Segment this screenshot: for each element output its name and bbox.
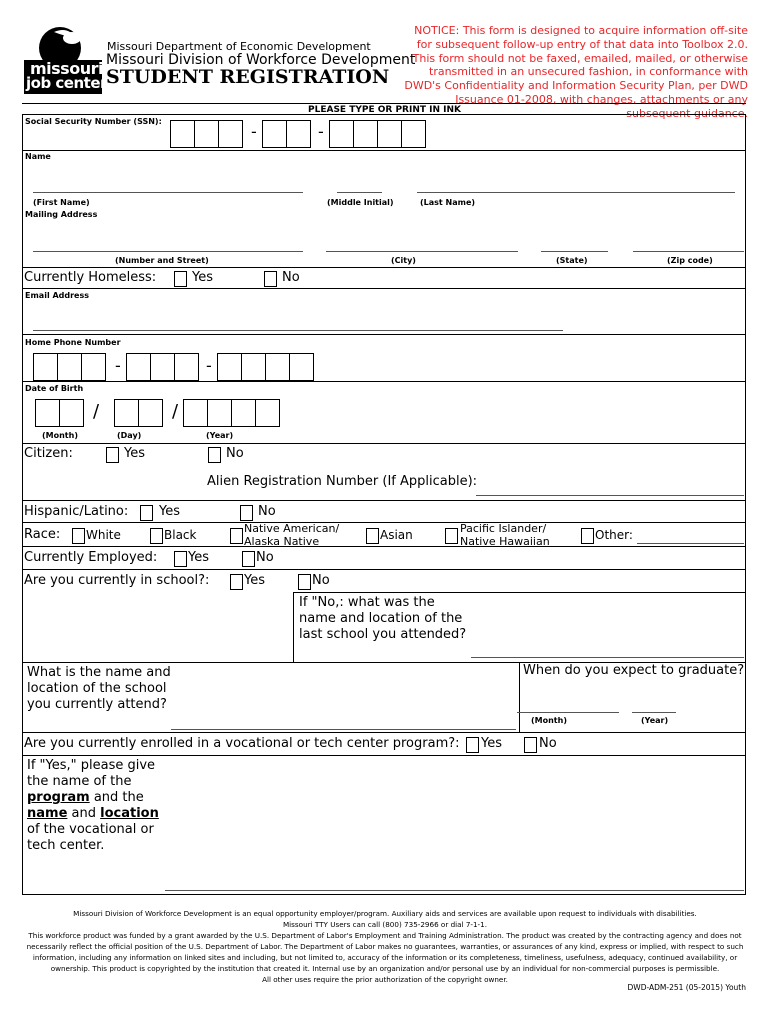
- middle-initial-field[interactable]: [337, 192, 382, 193]
- first-name-caption: (First Name): [33, 198, 90, 207]
- zip-caption: (Zip code): [667, 256, 713, 265]
- in-school-yes-checkbox[interactable]: [230, 574, 243, 590]
- program-line1: If "Yes," please give: [27, 758, 156, 773]
- email-field[interactable]: [33, 330, 563, 331]
- program-line4: [27, 806, 159, 821]
- dob-slash-1: /: [93, 401, 100, 422]
- street-field[interactable]: [33, 251, 303, 252]
- phone-digit-9[interactable]: [265, 353, 290, 381]
- ssn-digit-3[interactable]: [218, 120, 243, 148]
- ssn-label: Social Security Number (SSN):: [25, 117, 162, 126]
- city-caption: (City): [391, 256, 416, 265]
- hispanic-yes-label: Yes: [159, 504, 180, 519]
- last-school-line1: If "No,: what was the: [299, 595, 435, 610]
- citizen-no-label: No: [226, 446, 244, 461]
- race-other-field[interactable]: [637, 543, 744, 544]
- ssn-digit-6[interactable]: [329, 120, 354, 148]
- logo-text-missouri: missouri: [30, 59, 103, 78]
- divider-phone: [22, 381, 746, 382]
- divider-vocational: [22, 755, 746, 756]
- divider-in-school: [293, 592, 746, 593]
- race-native-american-label-1: Native American/: [244, 522, 340, 535]
- dob-slash-2: /: [172, 401, 179, 422]
- phone-digit-5[interactable]: [150, 353, 175, 381]
- phone-digit-1[interactable]: [33, 353, 58, 381]
- program-and2: and: [67, 806, 101, 821]
- footer-line1: Missouri Division of Workforce Development is an equal opportunity employer/program. Auxiliary aids and services are available upon request to individuals with disabilities.: [73, 909, 697, 918]
- form-id: DWD-ADM-251 (05-2015) Youth: [627, 983, 746, 992]
- vocational-yes-checkbox[interactable]: [466, 737, 479, 753]
- last-name-field[interactable]: [417, 192, 735, 193]
- divider-race: [22, 546, 746, 547]
- phone-digit-7[interactable]: [217, 353, 242, 381]
- race-black-label: Black: [164, 528, 197, 542]
- divider-current-school: [22, 732, 746, 733]
- program-line3: [27, 790, 144, 805]
- divider-address: [22, 267, 746, 268]
- footer-line4: necessarily reflect the official position of the U.S. Department of Labor. The Department of Labor makes no guarantees, warranties, or assurances of any kind, express or implied, with respect to such: [26, 942, 744, 951]
- footer: [0, 908, 770, 985]
- citizen-yes-checkbox[interactable]: [106, 447, 119, 463]
- graduate-month-field[interactable]: [517, 712, 619, 713]
- race-label: Race:: [24, 527, 61, 542]
- footer-line3: This workforce product was funded by a grant awarded by the U.S. Department of Labor's Employment and Training Administration. The product was created by the contracting agency and does not: [28, 931, 742, 940]
- logo-text-job-center: job center: [26, 74, 107, 92]
- ssn-digit-2[interactable]: [194, 120, 219, 148]
- footer-line5: information, including any information on linked sites and including, but not limited to, accuracy of the information or its completeness, timeliness, usefulness, adequacy, continued availability, or: [32, 953, 738, 962]
- divider-homeless: [22, 288, 746, 289]
- homeless-yes-checkbox[interactable]: [174, 271, 187, 287]
- instruction-text: PLEASE TYPE OR PRINT IN INK: [308, 105, 462, 115]
- department-name: Missouri Department of Economic Development: [107, 40, 371, 53]
- citizen-yes-label: Yes: [124, 446, 145, 461]
- graduate-label: When do you expect to graduate?: [523, 663, 745, 678]
- zip-field[interactable]: [633, 251, 744, 252]
- phone-digit-8[interactable]: [241, 353, 266, 381]
- current-school-line2: location of the school: [27, 681, 167, 696]
- graduate-year-caption: (Year): [641, 716, 669, 725]
- employed-yes-checkbox[interactable]: [174, 551, 187, 567]
- last-school-line2: name and location of the: [299, 611, 463, 626]
- phone-digit-2[interactable]: [57, 353, 82, 381]
- race-asian-checkbox[interactable]: [366, 528, 379, 544]
- dob-month-caption: (Month): [42, 431, 78, 440]
- alien-registration-label: Alien Registration Number (If Applicable):: [207, 474, 478, 489]
- mailing-address-label: Mailing Address: [25, 210, 98, 219]
- race-pacific-islander-checkbox[interactable]: [445, 528, 458, 544]
- dob-year-3[interactable]: [231, 399, 256, 427]
- header-divider: [22, 103, 746, 104]
- ssn-digit-8[interactable]: [377, 120, 402, 148]
- current-school-line1: What is the name and: [27, 665, 171, 680]
- phone-dash-2: -: [206, 356, 212, 375]
- program-line6: tech center.: [27, 838, 105, 853]
- divider-employed: [22, 569, 746, 570]
- state-caption: (State): [556, 256, 588, 265]
- citizen-label: Citizen:: [24, 446, 73, 461]
- program-and1: and the: [89, 790, 144, 805]
- race-asian-label: Asian: [380, 528, 413, 542]
- race-pacific-label-1: Pacific Islander/: [460, 522, 547, 535]
- dob-day-2[interactable]: [138, 399, 163, 427]
- graduate-year-field[interactable]: [632, 712, 676, 713]
- ssn-digit-7[interactable]: [353, 120, 378, 148]
- last-school-line3: last school you attended?: [299, 627, 467, 642]
- hispanic-label: Hispanic/Latino:: [24, 504, 129, 519]
- alien-registration-field[interactable]: [476, 495, 744, 496]
- citizen-no-checkbox[interactable]: [208, 447, 221, 463]
- program-line5: of the vocational or: [27, 822, 154, 837]
- location-word: location: [100, 806, 159, 821]
- employed-no-checkbox[interactable]: [242, 551, 255, 567]
- ssn-digit-9[interactable]: [401, 120, 426, 148]
- dob-year-4[interactable]: [255, 399, 280, 427]
- race-pacific-label-2: Native Hawaiian: [460, 535, 550, 548]
- last-school-field[interactable]: [471, 657, 744, 658]
- program-field[interactable]: [165, 890, 744, 891]
- footer-line7: All other uses require the prior authorization of the copyright owner.: [262, 975, 508, 984]
- homeless-yes-label: Yes: [192, 270, 213, 285]
- notice-text: NOTICE: This form is designed to acquire information off-site for subsequent follow-up entry of that data into Toolbox 2.0. This form should not be faxed, emailed, mailed, or otherwise transmitted in an unsecured fashion, in conformance with DWD's Confidentiality and Information Security Plan, per DWD Issuance 01-2008, with changes, attachments or any subsequent guidance.: [404, 24, 748, 120]
- ssn-digit-5[interactable]: [286, 120, 311, 148]
- divider-hispanic: [22, 522, 746, 523]
- name-label: Name: [25, 152, 51, 161]
- current-school-field[interactable]: [171, 729, 516, 730]
- ssn-digit-1[interactable]: [170, 120, 195, 148]
- dob-year-2[interactable]: [207, 399, 232, 427]
- hispanic-no-checkbox[interactable]: [240, 505, 253, 521]
- dob-day-caption: (Day): [117, 431, 142, 440]
- divider-email: [22, 334, 746, 335]
- in-school-yes-label: Yes: [244, 573, 265, 588]
- race-other-checkbox[interactable]: [581, 528, 594, 544]
- division-name: Missouri Division of Workforce Development: [106, 52, 416, 68]
- ssn-digit-4[interactable]: [262, 120, 287, 148]
- phone-digit-4[interactable]: [126, 353, 151, 381]
- last-name-caption: (Last Name): [420, 198, 476, 207]
- in-school-no-checkbox[interactable]: [298, 574, 311, 590]
- vocational-no-label: No: [539, 736, 557, 751]
- race-other-label: Other:: [595, 528, 633, 542]
- graduate-month-caption: (Month): [531, 716, 567, 725]
- name-word: name: [27, 806, 68, 821]
- footer-line6: ownership. This product is copyrighted by the institution that created it. Internal use by an organization and/or personal use by an individual for non-commercial purposes is permissible.: [50, 964, 720, 973]
- city-field[interactable]: [326, 251, 518, 252]
- phone-digit-10[interactable]: [289, 353, 314, 381]
- race-native-american-label-2: Alaska Native: [244, 535, 320, 548]
- vocational-no-checkbox[interactable]: [524, 737, 537, 753]
- divider-ssn: [22, 150, 746, 151]
- program-word: program: [27, 790, 90, 805]
- vocational-yes-label: Yes: [481, 736, 502, 751]
- in-school-no-label: No: [312, 573, 330, 588]
- street-caption: (Number and Street): [115, 256, 209, 265]
- hispanic-yes-checkbox[interactable]: [140, 505, 153, 521]
- divider-graduate-left: [519, 662, 520, 732]
- race-black-checkbox[interactable]: [150, 528, 163, 544]
- vocational-label: Are you currently enrolled in a vocational or tech center program?:: [24, 736, 460, 751]
- ssn-dash-2: -: [318, 122, 324, 141]
- phone-dash-1: -: [115, 356, 121, 375]
- divider-last-school-left: [293, 592, 294, 662]
- dob-year-caption: (Year): [206, 431, 234, 440]
- homeless-label: Currently Homeless:: [24, 270, 157, 285]
- first-name-field[interactable]: [33, 192, 303, 193]
- race-white-checkbox[interactable]: [72, 528, 85, 544]
- employed-no-label: No: [256, 550, 274, 565]
- hispanic-no-label: No: [258, 504, 276, 519]
- ssn-dash-1: -: [251, 122, 257, 141]
- dob-label: Date of Birth: [25, 384, 84, 393]
- middle-initial-caption: (Middle Initial): [327, 198, 394, 207]
- dob-day-1[interactable]: [114, 399, 139, 427]
- race-white-label: White: [86, 528, 121, 542]
- state-field[interactable]: [541, 251, 608, 252]
- phone-digit-6[interactable]: [174, 353, 199, 381]
- form-title: STUDENT REGISTRATION: [106, 66, 390, 88]
- dob-month-1[interactable]: [35, 399, 60, 427]
- employed-label: Currently Employed:: [24, 550, 158, 565]
- dob-month-2[interactable]: [59, 399, 84, 427]
- homeless-no-checkbox[interactable]: [264, 271, 277, 287]
- in-school-label: Are you currently in school?:: [24, 573, 210, 588]
- dob-year-1[interactable]: [183, 399, 208, 427]
- divider-dob: [22, 443, 746, 444]
- homeless-no-label: No: [282, 270, 300, 285]
- current-school-line3: you currently attend?: [27, 697, 167, 712]
- divider-alien: [22, 500, 746, 501]
- phone-label: Home Phone Number: [25, 338, 121, 347]
- phone-digit-3[interactable]: [81, 353, 106, 381]
- race-native-american-checkbox[interactable]: [230, 528, 243, 544]
- footer-line2: Missouri TTY Users can call (800) 735-2966 or dial 7-1-1.: [282, 920, 488, 929]
- email-label: Email Address: [25, 291, 90, 300]
- employed-yes-label: Yes: [188, 550, 209, 565]
- program-line2: the name of the: [27, 774, 132, 789]
